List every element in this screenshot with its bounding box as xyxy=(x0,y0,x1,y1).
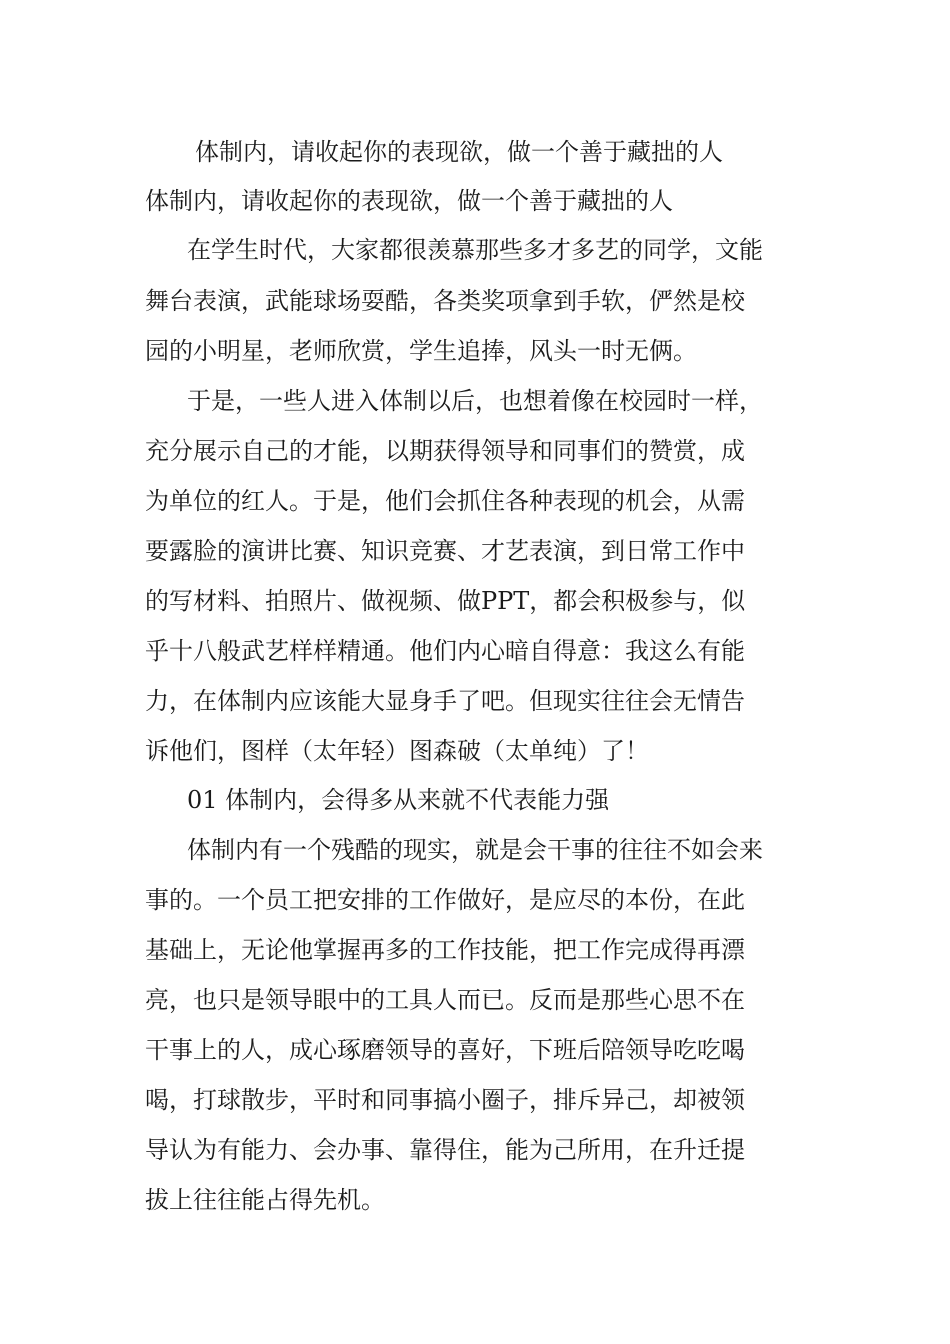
paragraph-3-line-5: 干事上的人，成心琢磨领导的喜好，下班后陪领导吃吃喝 xyxy=(145,1036,745,1064)
paragraph-3-line-6: 喝，打球散步，平时和同事搞小圈子，排斥异己，却被领 xyxy=(145,1086,745,1114)
paragraph-2-line-3: 为单位的红人。于是，他们会抓住各种表现的机会，从需 xyxy=(145,487,745,515)
paragraph-3-line-2: 事的。一个员工把安排的工作做好，是应尽的本份，在此 xyxy=(145,886,745,914)
paragraph-2-line-2: 充分展示自己的才能，以期获得领导和同事们的赞赏，成 xyxy=(145,437,745,465)
paragraph-2-line-6: 乎十八般武艺样样精通。他们内心暗自得意：我这么有能 xyxy=(145,637,745,665)
paragraph-2-line-1: 于是，一些人进入体制以后，也想着像在校园时一样， xyxy=(187,387,763,415)
paragraph-3-line-4: 亮，也只是领导眼中的工具人而已。反而是那些心思不在 xyxy=(145,986,745,1014)
paragraph-2-line-8: 诉他们，图样（太年轻）图森破（太单纯）了！ xyxy=(145,737,649,765)
paragraph-2-line-5: 的写材料、拍照片、做视频、做PPT，都会积极参与，似 xyxy=(145,587,746,615)
document-subtitle: 体制内，请收起你的表现欲，做一个善于藏拙的人 xyxy=(145,187,673,215)
paragraph-2-line-4: 要露脸的演讲比赛、知识竞赛、才艺表演，到日常工作中 xyxy=(145,537,745,565)
paragraph-1-line-1: 在学生时代，大家都很羡慕那些多才多艺的同学，文能 xyxy=(187,236,763,264)
paragraph-1-line-2: 舞台表演，武能球场耍酷，各类奖项拿到手软，俨然是校 xyxy=(145,287,745,315)
paragraph-2-line-7: 力，在体制内应该能大显身手了吧。但现实往往会无情告 xyxy=(145,687,745,715)
document-title: 体制内，请收起你的表现欲，做一个善于藏拙的人 xyxy=(195,138,723,166)
paragraph-3-line-1: 体制内有一个残酷的现实，就是会干事的往往不如会来 xyxy=(187,836,763,864)
paragraph-3-line-8: 拔上往往能占得先机。 xyxy=(145,1186,385,1214)
paragraph-3-line-7: 导认为有能力、会办事、靠得住，能为己所用，在升迁提 xyxy=(145,1136,745,1164)
paragraph-3-line-3: 基础上，无论他掌握再多的工作技能，把工作完成得再漂 xyxy=(145,936,745,964)
section-heading: 01 体制内，会得多从来就不代表能力强 xyxy=(187,786,610,814)
paragraph-1-line-3: 园的小明星，老师欣赏，学生追捧，风头一时无俩。 xyxy=(145,337,697,365)
